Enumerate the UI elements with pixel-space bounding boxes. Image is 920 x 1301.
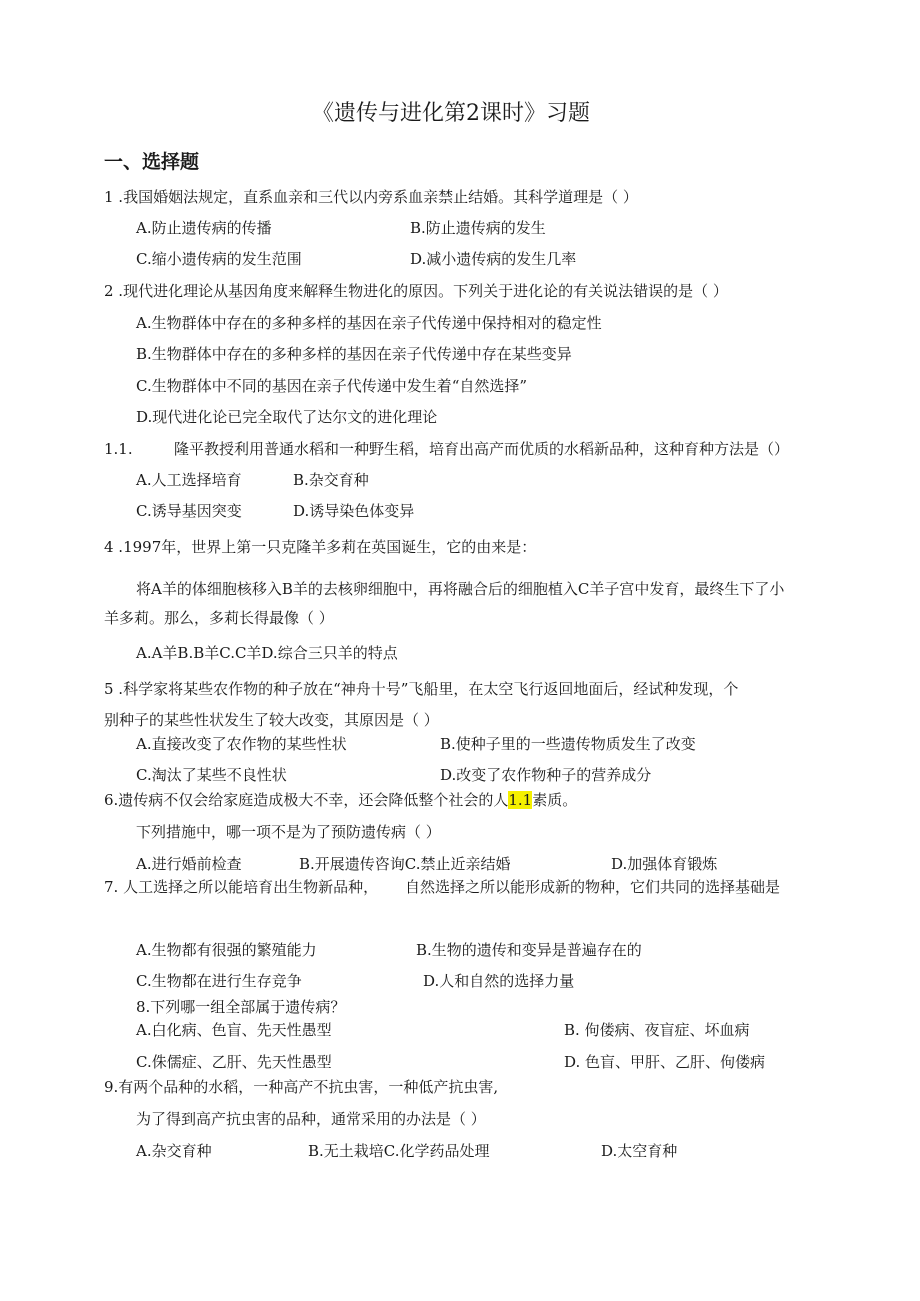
question-7-option-d: D.人和自然的选择力量: [423, 972, 575, 990]
page-title: 《遗传与进化第2课时》习题: [312, 101, 590, 126]
question-2-option-c: C.生物群体中不同的基因在亲子代传递中发生着“自然选择”: [136, 377, 528, 395]
question-8-option-a: A.白化病、色盲、先天性愚型: [136, 1021, 332, 1039]
question-5-option-d: D.改变了农作物种子的营养成分: [440, 766, 652, 784]
question-7-option-b: B.生物的遗传和变异是普遍存在的: [416, 941, 642, 959]
question-2-option-d: D.现代进化论已完全取代了达尔文的进化理论: [136, 408, 438, 426]
question-2-stem: 2 .现代进化理论从基因角度来解释生物进化的原因。下列关于进化论的有关说法错误的是（ ）: [104, 282, 728, 300]
question-5-stem-line-2: 别种子的某些性状发生了较大改变，其原因是（ ）: [104, 711, 439, 729]
highlighted-text: 1.1: [508, 791, 533, 809]
question-8-stem: 8.下列哪一组全部属于遗传病？: [136, 998, 346, 1016]
question-3-option-c: C.诱导基因突变: [136, 502, 242, 520]
question-3-option-a: A.人工选择培育: [136, 471, 242, 489]
question-9-option-d: D.太空育种: [601, 1142, 678, 1160]
question-6-option-bc: B.开展遗传咨询C.禁止近亲结婚: [299, 855, 511, 873]
question-3-number: 1.1.: [104, 440, 133, 458]
question-1-option-b: B.防止遗传病的发生: [410, 219, 546, 237]
question-3-option-d: D.诱导染色体变异: [293, 502, 415, 520]
question-9-stem-line-2: 为了得到高产抗虫害的品种，通常采用的办法是（ ）: [136, 1110, 486, 1128]
question-5-option-c: C.淘汰了某些不良性状: [136, 766, 287, 784]
question-1-option-c: C.缩小遗传病的发生范围: [136, 250, 302, 268]
question-6-stem: [104, 790, 577, 810]
question-1-option-d: D.减小遗传病的发生几率: [410, 250, 577, 268]
question-7-stem-part-1: 7. 人工选择之所以能培育出生物新品种，: [104, 878, 379, 896]
question-6-option-d: D.加强体育锻炼: [611, 855, 718, 873]
question-1-option-a: A.防止遗传病的传播: [136, 219, 272, 237]
question-3-option-b: B.杂交育种: [293, 471, 369, 489]
question-8-option-c: C.侏儒症、乙肝、先天性愚型: [136, 1053, 332, 1071]
question-5-option-b: B.使种子里的一些遗传物质发生了改变: [440, 735, 696, 753]
question-2-option-b: B.生物群体中存在的多种多样的基因在亲子代传递中存在某些变异: [136, 345, 572, 363]
question-5-stem-line-1: 5 .科学家将某些农作物的种子放在“神舟十号”飞船里，在太空飞行返回地面后，经试种发现，个: [104, 680, 739, 698]
question-8-option-b: B. 佝偻病、夜盲症、坏血病: [564, 1021, 750, 1039]
question-2-option-a: A.生物群体中存在的多种多样的基因在亲子代传递中保持相对的稳定性: [136, 314, 602, 332]
question-6-stem-text: 6.遗传病不仅会给家庭造成极大不幸，还会降低整个社会的人: [104, 791, 509, 809]
question-7-option-c: C.生物都在进行生存竞争: [136, 972, 302, 990]
question-7-option-a: A.生物都有很强的繁殖能力: [136, 941, 317, 959]
question-4-body-line-1: 将A羊的体细胞核移入B羊的去核卵细胞中，再将融合后的细胞植入C羊子宫中发育，最终生下了小: [136, 580, 785, 598]
question-7-stem-part-2: 自然选择之所以能形成新的物种，它们共同的选择基础是: [405, 878, 781, 896]
question-4-stem: 4 .1997年，世界上第一只克隆羊多莉在英国诞生，它的由来是：: [104, 538, 537, 556]
question-1-stem: 1 .我国婚姻法规定，直系血亲和三代以内旁系血亲禁止结婚。其科学道理是（ ）: [104, 188, 638, 206]
question-6-option-a: A.进行婚前检查: [136, 855, 242, 873]
question-4-options: A.A羊B.B羊C.C羊D.综合三只羊的特点: [136, 644, 398, 662]
question-4-body-line-2: 羊多莉。那么，多莉长得最像（ ）: [104, 609, 334, 627]
question-8-option-d: D. 色盲、甲肝、乙肝、佝偻病: [564, 1053, 766, 1071]
question-3-stem: 隆平教授利用普通水稻和一种野生稻，培育出高产而优质的水稻新品种，这种育种方法是（）: [174, 440, 790, 458]
question-9-option-a: A.杂交育种: [136, 1142, 212, 1160]
question-9-option-bc: B.无土栽培C.化学药品处理: [308, 1142, 490, 1160]
question-6-stem-end: 素质。: [532, 791, 578, 809]
section-heading: 一、选择题: [104, 151, 200, 173]
question-5-option-a: A.直接改变了农作物的某些性状: [136, 735, 347, 753]
question-9-stem-line-1: 9.有两个品种的水稻，一种高产不抗虫害，一种低产抗虫害,: [104, 1078, 499, 1096]
question-6-line-2: 下列措施中，哪一项不是为了预防遗传病（ ）: [136, 823, 441, 841]
